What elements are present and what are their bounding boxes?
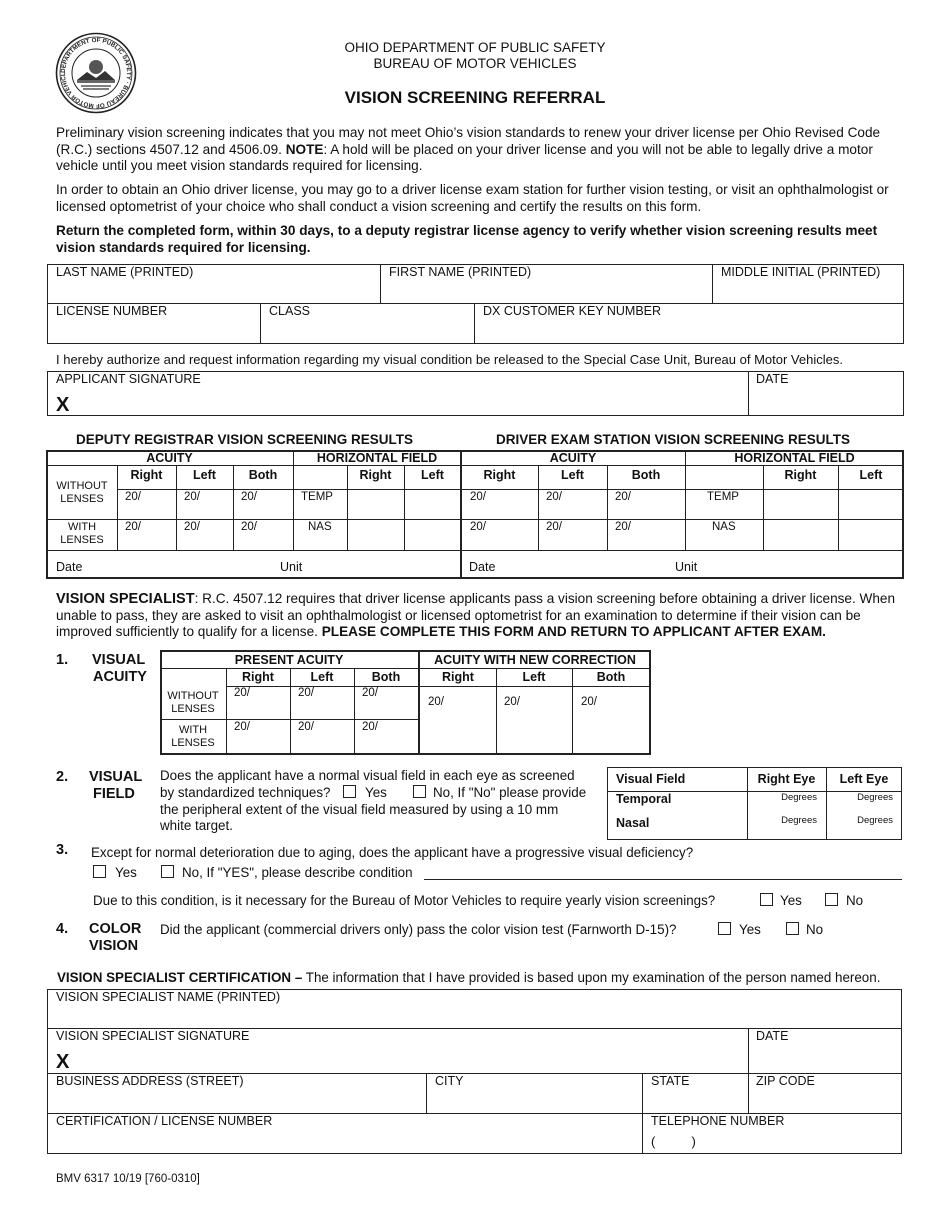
- left-eye-header: Left Eye: [839, 772, 889, 786]
- business-street-field[interactable]: BUSINESS ADDRESS (STREET): [56, 1074, 244, 1088]
- new-left-field[interactable]: 20/: [504, 696, 520, 708]
- deputy-with-both-field[interactable]: 20/: [241, 521, 257, 533]
- q1-without-lenses-label: WITHOUT LENSES: [167, 690, 219, 715]
- exam-acuity-both-header: Both: [631, 468, 661, 482]
- exam-acuity-header: ACUITY: [549, 451, 597, 465]
- certification-statement: VISION SPECIALIST CERTIFICATION – The information that I have provided is based upon my examination of the person named hereon.: [57, 970, 881, 985]
- authorization-statement: I hereby authorize and request information regarding my visual condition be released to the Special Case Unit, Bureau of Motor Vehicles.: [56, 352, 843, 367]
- business-zip-field[interactable]: ZIP CODE: [756, 1074, 815, 1088]
- exam-with-both-field[interactable]: 20/: [615, 521, 631, 533]
- specialist-signature-label: VISION SPECIALIST SIGNATURE: [56, 1029, 250, 1043]
- q3-yearly-no-checkbox[interactable]: [825, 893, 838, 906]
- deputy-acuity-both-header: Both: [248, 468, 278, 482]
- exam-with-left-field[interactable]: 20/: [546, 521, 562, 533]
- exam-hfield-right-header: Right: [784, 468, 817, 482]
- deputy-hfield-right-header: Right: [359, 468, 392, 482]
- deputy-acuity-right-header: Right: [130, 468, 163, 482]
- telephone-field[interactable]: ( ): [651, 1134, 696, 1149]
- visual-field-header: Visual Field: [616, 772, 686, 786]
- exam-without-left-field[interactable]: 20/: [546, 491, 562, 503]
- q2-label-visual: VISUAL: [89, 769, 143, 785]
- q3-yearly-question: Due to this condition, is it necessary for the Bureau of Motor Vehicles to require yearly vision screenings?: [93, 893, 716, 908]
- exam-with-right-field[interactable]: 20/: [470, 521, 486, 533]
- applicant-signature-field[interactable]: X: [56, 394, 70, 416]
- deputy-without-lenses-label: WITHOUT LENSES: [56, 480, 108, 505]
- telephone-label: TELEPHONE NUMBER: [651, 1114, 785, 1128]
- intro-paragraph-2: In order to obtain an Ohio driver license, you may go to a driver license exam station for further vision testing, or visit an ophthalmologist or licensed optometrist of your choice who shall conduct a vision screening and certify the results on this form.: [56, 182, 889, 214]
- exam-nas-label: NAS: [712, 521, 736, 533]
- return-instructions: Return the completed form, within 30 days, to a deputy registrar license agency to verify whether vision screening results meet vision standards required for licensing.: [56, 223, 878, 255]
- deputy-without-both-field[interactable]: 20/: [241, 491, 257, 503]
- temporal-left-degrees-field[interactable]: Degrees: [857, 792, 893, 803]
- deputy-with-lenses-label: WITH LENSES: [60, 521, 104, 546]
- q2-no-label: No, If "No" please provide: [433, 785, 587, 800]
- license-number-field[interactable]: LICENSE NUMBER: [56, 304, 168, 318]
- present-with-left-field[interactable]: 20/: [298, 721, 314, 733]
- deputy-hfield-left-header: Left: [421, 468, 444, 482]
- q2-label-field: FIELD: [93, 786, 135, 802]
- new-left-header: Left: [522, 670, 546, 684]
- exam-horizontal-header: HORIZONTAL FIELD: [734, 451, 855, 465]
- q4-number: 4.: [56, 921, 69, 937]
- exam-acuity-left-header: Left: [561, 468, 584, 482]
- exam-without-both-field[interactable]: 20/: [615, 491, 631, 503]
- exam-date-field[interactable]: Date: [469, 560, 496, 574]
- present-acuity-header: PRESENT ACUITY: [234, 653, 344, 667]
- present-with-right-field[interactable]: 20/: [234, 721, 250, 733]
- department-name: OHIO DEPARTMENT OF PUBLIC SAFETY: [344, 40, 606, 55]
- new-right-field[interactable]: 20/: [428, 696, 444, 708]
- specialist-signature-field[interactable]: X: [56, 1051, 70, 1073]
- form-identifier: BMV 6317 10/19 [760-0310]: [56, 1173, 200, 1185]
- q2-no-checkbox[interactable]: [413, 785, 426, 798]
- form-title: VISION SCREENING REFERRAL: [344, 88, 606, 107]
- right-eye-header: Right Eye: [757, 772, 816, 786]
- nasal-right-degrees-field[interactable]: Degrees: [781, 815, 817, 826]
- temporal-label: Temporal: [616, 792, 672, 806]
- q3-no-checkbox[interactable]: [161, 865, 174, 878]
- q2-question-line2: by standardized techniques?: [160, 785, 331, 800]
- new-both-field[interactable]: 20/: [581, 696, 597, 708]
- last-name-field[interactable]: LAST NAME (PRINTED): [56, 265, 194, 279]
- present-without-both-field[interactable]: 20/: [362, 687, 378, 699]
- vision-specialist-paragraph: VISION SPECIALIST: R.C. 4507.12 requires that driver license applicants pass a vision screening before obtaining a driver license. When unable to pass, they are asked to visit an ophthalmologist or licensed optometrist for an examination to determine if their vision can be improved sufficiently to qualify for a license. PLEASE COMPLETE THIS FORM AND RETURN TO APPLICANT AFTER EXAM.: [56, 591, 896, 639]
- q4-label-color: COLOR: [89, 921, 142, 937]
- q3-yes-checkbox[interactable]: [93, 865, 106, 878]
- q3-yearly-no-label: No: [846, 893, 864, 908]
- new-right-header: Right: [442, 670, 474, 684]
- q2-question-line4: white target.: [160, 818, 233, 833]
- present-both-header: Both: [371, 670, 401, 684]
- exam-without-right-field[interactable]: 20/: [470, 491, 486, 503]
- exam-acuity-right-header: Right: [483, 468, 516, 482]
- dx-customer-key-field[interactable]: DX CUSTOMER KEY NUMBER: [483, 304, 662, 318]
- exam-station-results-title: DRIVER EXAM STATION VISION SCREENING RESULTS: [496, 432, 851, 447]
- q2-question-line1: Does the applicant have a normal visual field in each eye as screened: [160, 768, 575, 783]
- q4-yes-checkbox[interactable]: [718, 922, 731, 935]
- deputy-without-right-field[interactable]: 20/: [125, 491, 141, 503]
- intro-paragraph-1: Preliminary vision screening indicates that you may not meet Ohio’s vision standards to renew your driver license per Ohio Revised Code (R.C.) sections 4507.12 and 4506.09. NOTE: A hold will be placed on your driver license and you will not be able to legally drive a motor vehicle until you meet vision standards required for licensing.: [56, 125, 881, 173]
- exam-temp-label: TEMP: [707, 491, 739, 503]
- middle-initial-field[interactable]: MIDDLE INITIAL (PRINTED): [721, 265, 881, 279]
- q3-yearly-yes-label: Yes: [780, 893, 802, 908]
- q4-label-vision: VISION: [89, 938, 139, 954]
- q1-label-acuity: ACUITY: [93, 669, 147, 685]
- deputy-acuity-left-header: Left: [193, 468, 216, 482]
- deputy-acuity-header: ACUITY: [146, 451, 193, 465]
- class-field[interactable]: CLASS: [269, 304, 310, 318]
- first-name-field[interactable]: FIRST NAME (PRINTED): [389, 265, 532, 279]
- deputy-unit-field[interactable]: Unit: [280, 560, 303, 574]
- exam-unit-field[interactable]: Unit: [675, 560, 698, 574]
- q4-question: Did the applicant (commercial drivers only) pass the color vision test (Farnworth D-15)?: [160, 922, 677, 937]
- deputy-nas-label: NAS: [308, 521, 332, 533]
- present-with-both-field[interactable]: 20/: [362, 721, 378, 733]
- bureau-name: BUREAU OF MOTOR VEHICLES: [373, 56, 577, 71]
- q2-question-line3: the peripheral extent of the visual field measured by using a 10 mm: [160, 802, 559, 817]
- temporal-right-degrees-field[interactable]: Degrees: [781, 792, 817, 803]
- q4-no-checkbox[interactable]: [786, 922, 799, 935]
- certification-box: [47, 989, 902, 1154]
- deputy-horizontal-header: HORIZONTAL FIELD: [316, 451, 438, 465]
- applicant-signature-label: APPLICANT SIGNATURE: [56, 372, 201, 386]
- exam-hfield-left-header: Left: [859, 468, 883, 482]
- q1-number: 1.: [56, 652, 69, 668]
- business-state-field[interactable]: STATE: [651, 1074, 690, 1088]
- business-city-field[interactable]: CITY: [435, 1074, 464, 1088]
- nasal-left-degrees-field[interactable]: Degrees: [857, 815, 893, 826]
- q3-no-label: No, If "YES", please describe condition: [182, 865, 413, 880]
- q3-yearly-yes-checkbox[interactable]: [760, 893, 773, 906]
- present-left-header: Left: [310, 670, 334, 684]
- specialist-date-field[interactable]: DATE: [756, 1029, 789, 1043]
- q2-yes-label: Yes: [365, 785, 387, 800]
- deputy-date-field[interactable]: Date: [56, 560, 83, 574]
- q1-with-lenses-label: WITH LENSES: [171, 724, 215, 749]
- specialist-name-field[interactable]: VISION SPECIALIST NAME (PRINTED): [56, 990, 281, 1004]
- deputy-with-right-field[interactable]: 20/: [125, 521, 141, 533]
- deputy-temp-label: TEMP: [301, 491, 333, 503]
- q3-condition-description-line[interactable]: [424, 879, 902, 880]
- q3-yes-label: Yes: [115, 865, 137, 880]
- deputy-registrar-results-title: DEPUTY REGISTRAR VISION SCREENING RESULTS: [76, 432, 414, 447]
- present-without-left-field[interactable]: 20/: [298, 687, 314, 699]
- certification-license-field[interactable]: CERTIFICATION / LICENSE NUMBER: [56, 1114, 273, 1128]
- q1-label-visual: VISUAL: [92, 652, 146, 668]
- q2-yes-checkbox[interactable]: [343, 785, 356, 798]
- applicant-date-field[interactable]: DATE: [756, 372, 789, 386]
- q4-no-label: No: [806, 922, 824, 937]
- new-both-header: Both: [596, 670, 626, 684]
- present-right-header: Right: [242, 670, 274, 684]
- q2-number: 2.: [56, 769, 69, 785]
- q3-number: 3.: [56, 842, 69, 858]
- nasal-label: Nasal: [616, 816, 650, 830]
- deputy-without-left-field[interactable]: 20/: [184, 491, 200, 503]
- q3-question: Except for normal deterioration due to aging, does the applicant have a progressive visual deficiency?: [91, 845, 694, 860]
- new-correction-header: ACUITY WITH NEW CORRECTION: [434, 653, 636, 667]
- q4-yes-label: Yes: [739, 922, 761, 937]
- present-without-right-field[interactable]: 20/: [234, 687, 250, 699]
- deputy-with-left-field[interactable]: 20/: [184, 521, 200, 533]
- svg-text:DEPARTMENT OF PUBLIC SAFETY ·: DEPARTMENT OF PUBLIC SAFETY · BUREAU OF MOTOR VEHICL: [59, 36, 133, 110]
